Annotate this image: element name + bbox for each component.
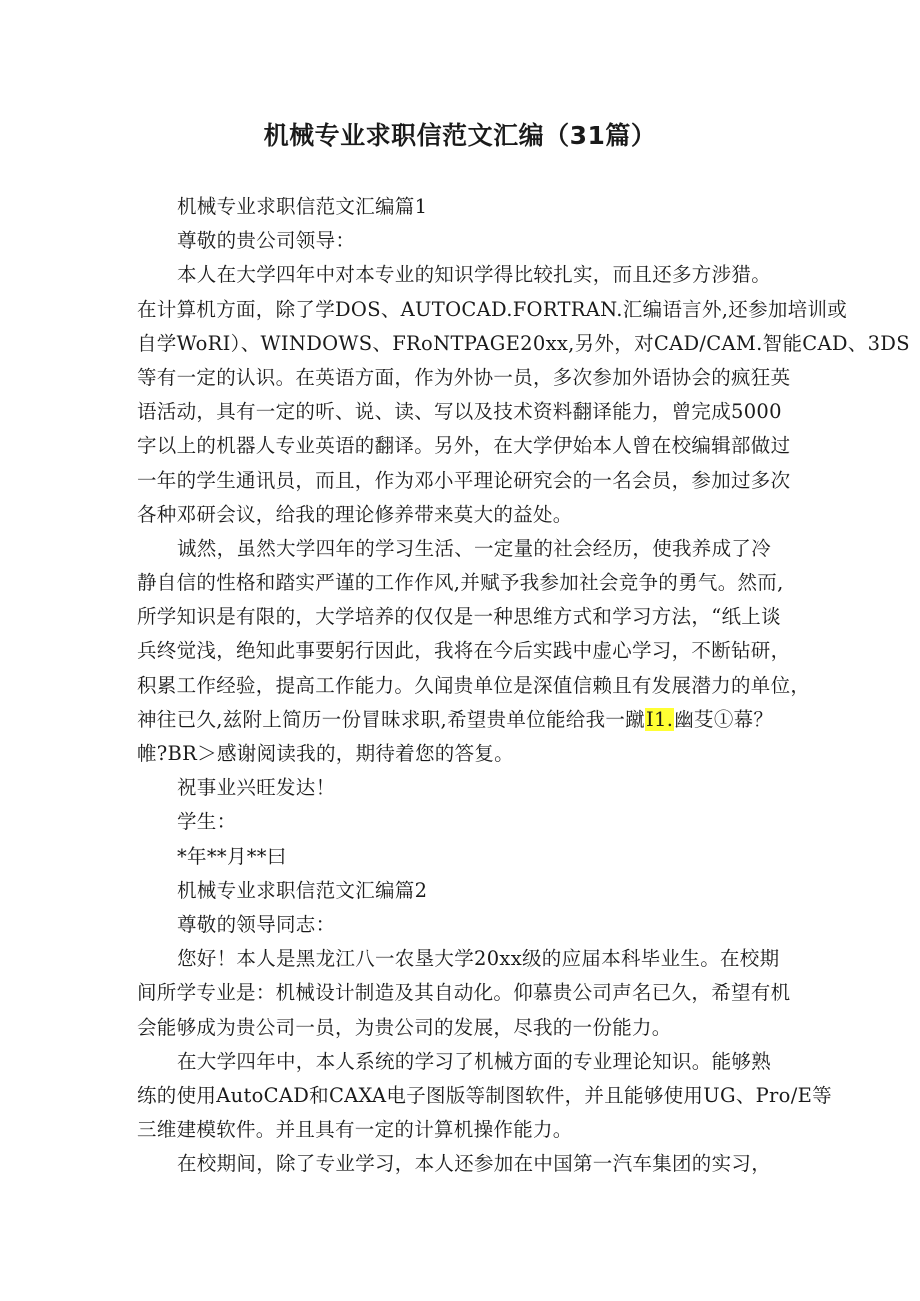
- text-line: 祝事业兴旺发达！: [177, 776, 336, 800]
- text-line: 本人在大学四年中对本专业的知识学得比较扎实，而且还多方涉猎。: [177, 263, 772, 287]
- text-line: 诚然，虽然大学四年的学习生活、一定量的社会经历，使我养成了冷: [177, 536, 772, 560]
- text-line: 兵终觉浅，绝知此事要躬行因此，我将在今后实践中虚心学习，不断钻研，: [137, 639, 791, 663]
- text-line: 尊敬的领导同志：: [177, 912, 336, 936]
- text-line: 在校期间，除了专业学习，本人还参加在中国第一汽车集团的实习，: [177, 1152, 772, 1176]
- text-line: 在计算机方面，除了学DOS、AUTOCAD.FORTRAN.汇编语言外,还参加培训或: [137, 297, 848, 321]
- text-line: 一年的学生通讯员，而且，作为邓小平理论研究会的一名会员，参加过多次: [137, 468, 791, 492]
- text-line: 静自信的性格和踏实严谨的工作作风,并赋予我参加社会竞争的勇气。然而,: [137, 571, 784, 595]
- text-line: 学生：: [177, 810, 237, 834]
- text-segment: 幽芟①幕？: [674, 707, 774, 731]
- text-line: 积累工作经验，提高工作能力。久闻贵单位是深值信赖且有发展潜力的单位，: [137, 673, 811, 697]
- text-line: 尊敬的贵公司领导：: [177, 229, 356, 253]
- text-line: 机械专业求职信范文汇编篇2: [177, 878, 428, 902]
- text-line: 练的使用AutoCAD和CAXA电子图版等制图软件，并且能够使用UG、Pro/E等: [137, 1083, 832, 1107]
- text-line: 在大学四年中，本人系统的学习了机械方面的专业理论知识。能够熟: [177, 1049, 772, 1073]
- text-line: 各种邓研会议，给我的理论修养带来莫大的益处。: [137, 502, 573, 526]
- text-line: 机械专业求职信范文汇编篇1: [177, 195, 428, 218]
- text-line: 三维建模软件。并且具有一定的计算机操作能力。: [137, 1118, 573, 1142]
- text-line: 您好！本人是黑龙江八一农垦大学20xx级的应届本科毕业生。在校期: [177, 947, 780, 971]
- highlighted-text: I1.: [646, 707, 674, 731]
- text-line: 帷?BR＞感谢阅读我的，期待着您的答复。: [137, 742, 514, 765]
- text-line: 等有一定的认识。在英语方面，作为外协一员，多次参加外语协会的疯狂英: [137, 365, 791, 389]
- text-line: 会能够成为贵公司一员，为贵公司的发展，尽我的一份能力。: [137, 1015, 672, 1039]
- text-line: 字以上的机器人专业英语的翻译。另外，在大学伊始本人曾在校编辑部做过: [137, 434, 791, 458]
- text-line: 语活动，具有一定的听、说、读、写以及技术资料翻译能力，曾完成5000: [137, 400, 782, 424]
- text-line: *年**月**曰: [177, 844, 287, 868]
- text-line: [137, 703, 793, 737]
- text-segment: 神往已久,兹附上简历一份冒昧求职,希望贵单位能给我一蹴: [137, 707, 645, 731]
- text-line: 所学知识是有限的，大学培养的仅仅是一种思维方式和学习方法，“纸上谈: [137, 605, 781, 629]
- text-line: 自学WoRI）、WINDOWS、FRoNTPAGE20xx,另外，对CAD/CAM.智能CAD、3DS: [137, 331, 910, 355]
- document-title: 机械专业求职信范文汇编（31篇）: [263, 121, 657, 150]
- document-body: [137, 190, 910, 1181]
- text-line: 间所学专业是：机械设计制造及其自动化。仰慕贵公司声名已久，希望有机: [137, 981, 791, 1005]
